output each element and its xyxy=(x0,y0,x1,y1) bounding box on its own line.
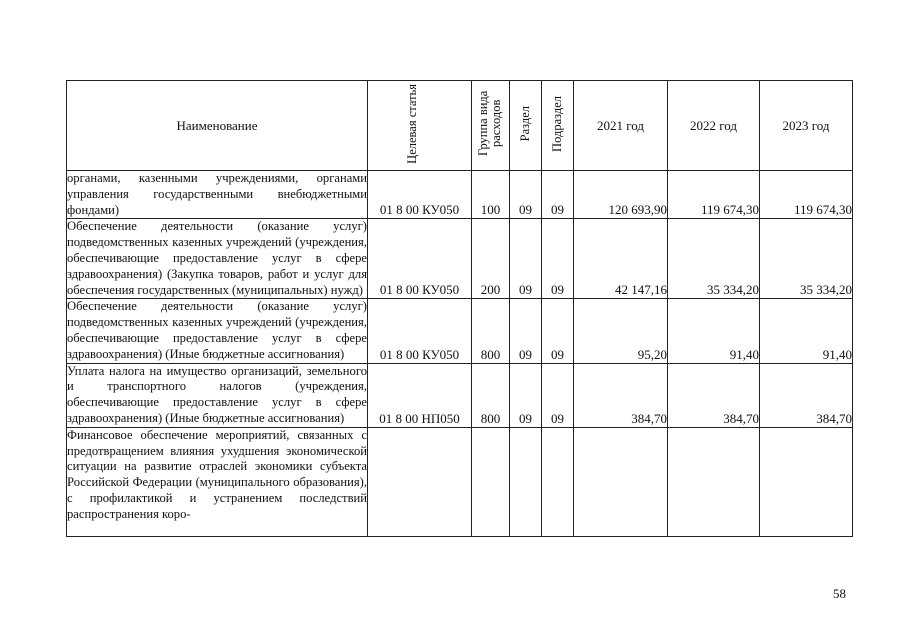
row-2022 xyxy=(668,427,760,536)
row-2023: 384,70 xyxy=(760,363,853,427)
table-row xyxy=(67,363,853,427)
table-row xyxy=(67,219,853,299)
row-section: 09 xyxy=(510,363,542,427)
row-article: 01 8 00 НП050 xyxy=(368,363,472,427)
row-article: 01 8 00 КУ050 xyxy=(368,219,472,299)
budget-table xyxy=(66,80,853,537)
row-name: Обеспечение деятельности (оказание услуг) подведомственных казенных учреждений (учреждения, обеспечивающие предоставление услуг в сфере здравоохранения) (Закупка товаров, работ и услуг для обеспечения государственных (муниципальных) нужд) xyxy=(67,219,368,299)
row-article: 01 8 00 КУ050 xyxy=(368,299,472,363)
header-2021: 2021 год xyxy=(574,81,668,171)
row-group: 200 xyxy=(472,219,510,299)
row-name: Обеспечение деятельности (оказание услуг) подведомственных казенных учреждений (учреждения, обеспечивающие предоставление услуг в сфере здравоохранения) (Иные бюджетные ассигнования) xyxy=(67,299,368,363)
header-section xyxy=(510,81,542,171)
row-article: 01 8 00 КУ050 xyxy=(368,171,472,219)
row-2023: 91,40 xyxy=(760,299,853,363)
table-row xyxy=(67,427,853,536)
row-group: 100 xyxy=(472,171,510,219)
header-subsection-label: Подраздел xyxy=(549,95,564,152)
row-2023: 35 334,20 xyxy=(760,219,853,299)
header-expense-group-label: Группа вида расходов xyxy=(475,90,503,157)
row-2022: 91,40 xyxy=(668,299,760,363)
table-header-row xyxy=(67,81,853,171)
header-target-article xyxy=(368,81,472,171)
row-2022: 35 334,20 xyxy=(668,219,760,299)
row-2021: 384,70 xyxy=(574,363,668,427)
row-subsection: 09 xyxy=(542,299,574,363)
row-section: 09 xyxy=(510,171,542,219)
row-name: Финансовое обеспечение мероприятий, связанных с предотвращением влияния ухудшения экономической ситуации на развитие отраслей экономики субъекта Российской Федерации (муниципального образования), с профилактикой и устранением последствий распространения коро- xyxy=(67,427,368,536)
row-name: Уплата налога на имущество организаций, земельного и транспортного налогов (учреждения, обеспечивающие предоставление услуг в сфере здравоохранения) (Иные бюджетные ассигнования) xyxy=(67,363,368,427)
row-article xyxy=(368,427,472,536)
row-2023: 119 674,30 xyxy=(760,171,853,219)
row-section: 09 xyxy=(510,299,542,363)
header-expense-group xyxy=(472,81,510,171)
row-section xyxy=(510,427,542,536)
row-subsection: 09 xyxy=(542,363,574,427)
row-subsection: 09 xyxy=(542,219,574,299)
row-section: 09 xyxy=(510,219,542,299)
row-group xyxy=(472,427,510,536)
header-section-label: Раздел xyxy=(517,105,532,142)
table-row xyxy=(67,171,853,219)
row-group: 800 xyxy=(472,299,510,363)
header-name: Наименование xyxy=(67,81,368,171)
table-row xyxy=(67,299,853,363)
row-subsection: 09 xyxy=(542,171,574,219)
row-2021: 42 147,16 xyxy=(574,219,668,299)
header-2023: 2023 год xyxy=(760,81,853,171)
row-2022: 119 674,30 xyxy=(668,171,760,219)
header-subsection xyxy=(542,81,574,171)
row-subsection xyxy=(542,427,574,536)
row-2021: 120 693,90 xyxy=(574,171,668,219)
row-2021: 95,20 xyxy=(574,299,668,363)
row-name: органами, казенными учреждениями, органами управления государственными внебюджетными фондами) xyxy=(67,171,368,219)
row-2022: 384,70 xyxy=(668,363,760,427)
header-target-article-label: Целевая статья xyxy=(404,83,419,164)
page-number: 58 xyxy=(833,586,846,601)
row-2023 xyxy=(760,427,853,536)
row-2021 xyxy=(574,427,668,536)
row-group: 800 xyxy=(472,363,510,427)
header-2022: 2022 год xyxy=(668,81,760,171)
